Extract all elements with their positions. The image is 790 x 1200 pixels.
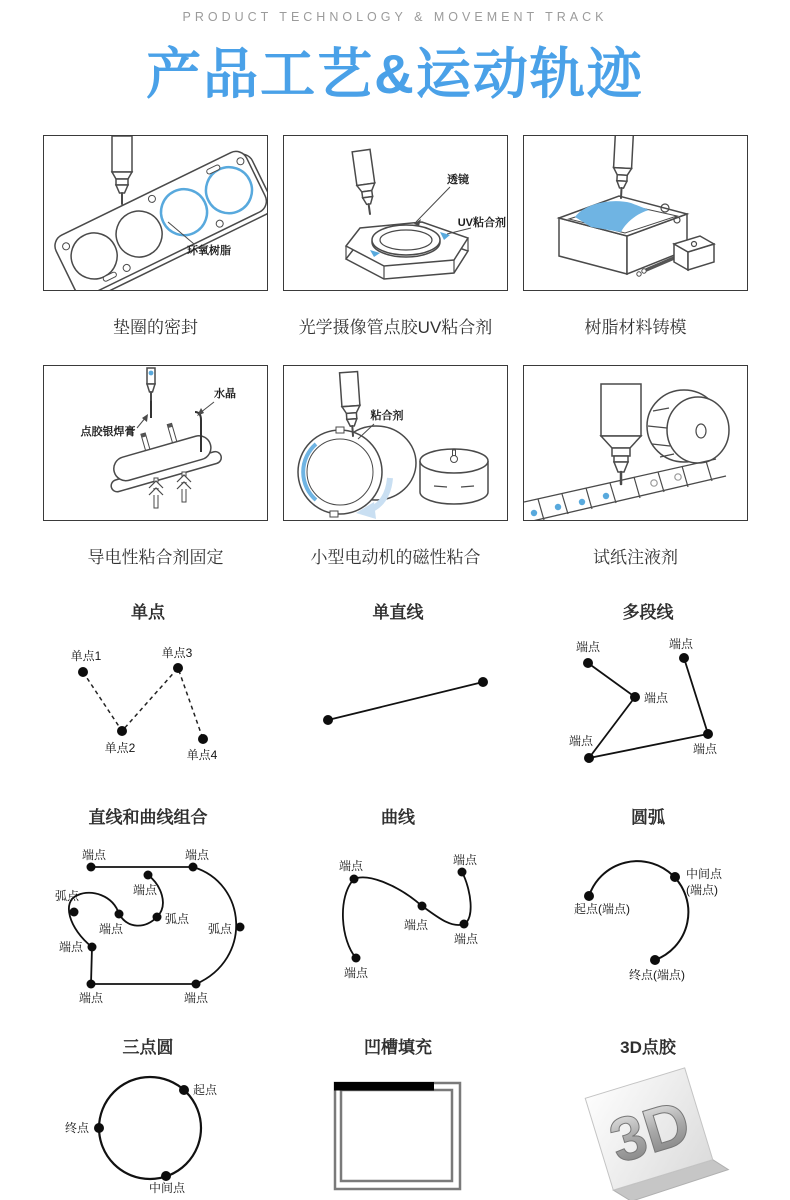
- point-label: 弧点: [54, 889, 80, 903]
- label-epoxy-resin: 环氧树脂: [187, 245, 231, 257]
- track-arc: [533, 803, 763, 1024]
- cube: [585, 1067, 729, 1200]
- arc-diagram: [533, 837, 763, 1019]
- label-leader-line: [416, 187, 450, 222]
- card-frame: [523, 135, 748, 291]
- card-caption: 树脂材料铸模: [584, 318, 687, 337]
- curve-path: [343, 872, 471, 958]
- label-uv-adhesive: UV粘合剂: [457, 217, 506, 229]
- three-d-text: 3D: [602, 1087, 699, 1177]
- point-label: 端点: [183, 991, 209, 1005]
- point-label: 端点: [668, 637, 694, 651]
- track-title: 单直线: [372, 603, 424, 622]
- track-groove-fill: [283, 1033, 513, 1200]
- dispenser-syringe: [601, 384, 641, 484]
- line-path: [328, 682, 483, 720]
- motor-bonding-illustration: [284, 366, 507, 520]
- point-label: 终点: [64, 1121, 89, 1135]
- polyline-diagram: [533, 632, 763, 784]
- point-label: 弧点: [165, 912, 190, 926]
- outer-groove: [335, 1083, 460, 1189]
- lens-mount: [346, 222, 468, 279]
- page-title: 产品工艺&运动轨迹: [146, 43, 644, 105]
- point-label: 中间点: [686, 867, 723, 881]
- three-d-logo: [533, 1067, 763, 1200]
- rotor: [420, 449, 488, 504]
- resin-casting-illustration: [524, 136, 747, 290]
- point-label: 单点1: [70, 649, 102, 663]
- label-silver-paste: 点胶银焊膏: [80, 426, 136, 438]
- polyline-path: [588, 658, 708, 758]
- point-label: 端点: [692, 742, 718, 756]
- point-label: 端点: [58, 940, 83, 954]
- dashed-path: [83, 668, 203, 739]
- label-lens: 透镜: [447, 174, 469, 186]
- tape-roll: [647, 390, 729, 463]
- fill-progress-bar: [334, 1082, 434, 1091]
- track-curve: [283, 803, 513, 1024]
- track-three-point-circle: [33, 1033, 263, 1200]
- line-curve-combo-diagram: [33, 837, 263, 1019]
- point-label: 端点: [644, 691, 669, 705]
- conductive-adhesive-illustration: [44, 366, 267, 520]
- point-label: 单点2: [104, 741, 136, 755]
- dispenser-syringe: [112, 136, 132, 204]
- track-title: 三点圆: [122, 1038, 174, 1057]
- groove-fill-diagram: [283, 1067, 513, 1200]
- point-label: 起点: [193, 1083, 218, 1097]
- test-strip-illustration: [524, 366, 747, 520]
- process-card-motor: [283, 365, 508, 568]
- dispenser-syringe: [612, 136, 633, 198]
- process-card-crystal: [43, 365, 268, 568]
- point-label: (端点): [686, 883, 718, 897]
- card-caption: 小型电动机的磁性粘合: [310, 548, 481, 567]
- gasket-plate: [51, 146, 267, 290]
- point-label: 终点(端点): [629, 968, 685, 982]
- card-caption: 光学摄像管点胶UV粘合剂: [298, 318, 493, 337]
- point-label: 中间点: [148, 1181, 186, 1195]
- track-title: 曲线: [381, 808, 415, 827]
- single-line-diagram: [283, 632, 513, 784]
- track-title: 直线和曲线组合: [88, 808, 208, 827]
- card-frame: [43, 365, 268, 521]
- card-frame: [283, 135, 508, 291]
- track-title: 圆弧: [631, 808, 665, 827]
- uv-adhesive-illustration: [284, 136, 507, 290]
- gasket-seal-illustration: [44, 136, 267, 290]
- point-label: 端点: [453, 932, 479, 946]
- process-card-resin-mold: [523, 135, 748, 338]
- point-label: 端点: [343, 966, 369, 980]
- point-label: 单点3: [161, 646, 193, 660]
- process-card-gasket: [43, 135, 268, 338]
- inner-groove: [341, 1090, 452, 1181]
- card-frame: [283, 365, 508, 521]
- card-frame: [523, 365, 748, 521]
- blue-glue-dot: [149, 371, 154, 376]
- three-point-circle-diagram: [33, 1067, 263, 1200]
- track-single-point: [33, 598, 263, 789]
- track-title: 3D点胶: [620, 1038, 676, 1057]
- process-card-test-strip: [523, 365, 748, 568]
- track-single-line: [283, 598, 513, 789]
- point-label: 单点4: [186, 748, 218, 762]
- card-caption: 试纸注液剂: [593, 548, 678, 567]
- point-label: 端点: [452, 853, 478, 867]
- point-label: 弧点: [207, 922, 232, 936]
- point-label: 端点: [132, 883, 158, 897]
- point-label: 端点: [98, 922, 124, 936]
- track-title: 凹槽填充: [364, 1038, 432, 1057]
- card-frame: [43, 135, 268, 291]
- point-label: 端点: [184, 848, 210, 862]
- point-label: 端点: [78, 991, 104, 1005]
- crystal-package: [99, 413, 223, 493]
- point-label: 端点: [403, 918, 429, 932]
- curve-diagram: [283, 837, 513, 1019]
- dispenser-syringe: [352, 149, 379, 215]
- point-label: 端点: [575, 640, 601, 654]
- label-adhesive: 粘合剂: [370, 410, 404, 422]
- point-label: 端点: [81, 848, 107, 862]
- point-label: 端点: [338, 859, 364, 873]
- track-line-curve-combo: [33, 803, 263, 1024]
- card-caption: 垫圈的密封: [113, 318, 198, 337]
- single-point-diagram: [33, 632, 263, 784]
- track-polyline: [533, 598, 763, 789]
- point-label: 端点: [568, 734, 594, 748]
- eyebrow-text: PRODUCT TECHNOLOGY & MOVEMENT TRACK: [182, 10, 608, 24]
- point-label: 起点(端点): [574, 902, 630, 916]
- motor-shell: [298, 426, 416, 517]
- label-crystal: 水晶: [214, 388, 236, 400]
- card-caption: 导电性粘合剂固定: [87, 548, 224, 567]
- track-title: 单点: [131, 603, 165, 622]
- track-3d-dispense: [533, 1033, 763, 1200]
- process-card-lens: [283, 135, 508, 338]
- track-title: 多段线: [622, 603, 674, 622]
